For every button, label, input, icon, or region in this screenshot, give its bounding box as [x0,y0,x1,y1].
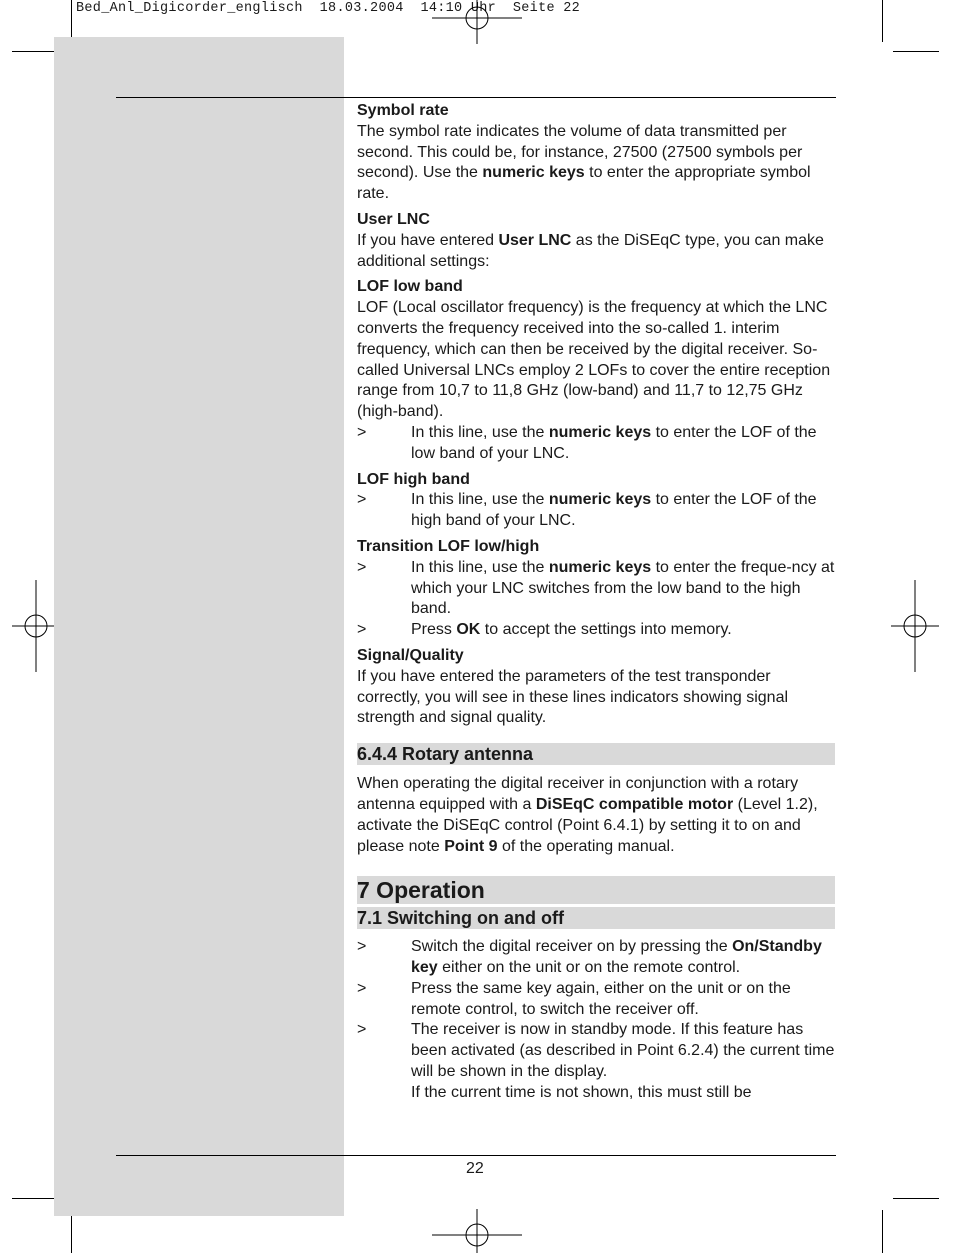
bottom-rule [116,1155,836,1156]
bullet-marker: > [357,423,367,441]
paragraph-signal-quality: If you have entered the parameters of the test transponder correctly, you will see in these lines indicators showing signal strength and signal quality. [357,667,789,727]
paragraph-lof-low: LOF (Local oscillator frequency) is the frequency at which the LNC converts the frequency received into the so-called 1. interim frequency, which can then be received by the digital receiver. So-called Universal LNCs employ 2 LOFs to cover the entire reception range from 10,7 to 11,8 GHz (low-band) and 11,7 to 12,75 GHz (high-band). [357,299,831,421]
page-content [357,101,835,1104]
page-number: 22 [466,1160,484,1177]
margin-column [54,37,344,1216]
crop-mark [893,51,939,52]
registration-mark-bottom [430,1207,524,1253]
chapter-heading-operation: 7 Operation [357,876,835,904]
bullet-marker: > [357,558,367,576]
crop-mark [71,1210,72,1253]
heading-lof-low: LOF low band [357,278,463,296]
list-item: > In this line, use the numeric keys to enter the LOF of the high band of your LNC. [357,490,835,532]
heading-user-lnc: User LNC [357,210,430,228]
crop-mark [12,1198,60,1199]
crop-mark [882,0,883,42]
crop-mark [893,1198,939,1199]
registration-mark-top [430,0,524,46]
top-rule [116,97,836,98]
list-item: > The receiver is now in standby mode. If this feature has been activated (as described in Point 6.2.4) the current time will be shown in the display. If the current time is not shown, this must still be [357,1020,835,1103]
paragraph-user-lnc: If you have entered User LNC as the DiSEqC type, you can make additional settings: [357,231,824,270]
paragraph-symbol-rate: The symbol rate indicates the volume of data transmitted per second. This could be, for instance, 27500 (27500 symbols per second). Use the numeric keys to enter the appropriate symbol rate. [357,122,811,203]
list-item: > In this line, use the numeric keys to enter the freque-ncy at which your LNC switches from the low band to the high band. [357,558,835,620]
list-item: > In this line, use the numeric keys to enter the LOF of the low band of your LNC. [357,423,835,465]
heading-symbol-rate: Symbol rate [357,102,449,119]
paragraph-rotary: When operating the digital receiver in conjunction with a rotary antenna equipped with a DiSEqC compatible motor (Level 1.2), activate the DiSEqC control (Point 6.4.1) by setting it to on and please note Point 9 of the operating manual. [357,775,818,855]
heading-lof-high: LOF high band [357,470,470,488]
heading-signal-quality: Signal/Quality [357,646,464,664]
section-heading-switching: 7.1 Switching on and off [357,907,835,929]
registration-mark-right [891,580,939,674]
print-slug: Bed_Anl_Digicorder_englisch 18.03.2004 14:10 Uhr Seite 22 [76,1,581,16]
section-heading-rotary: 6.4.4 Rotary antenna [357,743,835,765]
bullet-marker: > [357,621,367,639]
heading-transition: Transition LOF low/high [357,537,540,555]
list-item: > Switch the digital receiver on by pressing the On/Standby key either on the unit or on the remote control. [357,937,835,979]
list-item: > Press OK to accept the settings into memory. [357,620,835,641]
bullet-marker: > [357,938,367,956]
bullet-marker: > [357,979,367,997]
crop-mark [882,1210,883,1253]
bullet-marker: > [357,1021,367,1039]
crop-mark [12,51,60,52]
registration-mark-left [12,580,60,674]
crop-mark [71,0,72,42]
list-item: > Press the same key again, either on the unit or on the remote control, to switch the receiver off. [357,979,835,1021]
bullet-marker: > [357,491,367,509]
